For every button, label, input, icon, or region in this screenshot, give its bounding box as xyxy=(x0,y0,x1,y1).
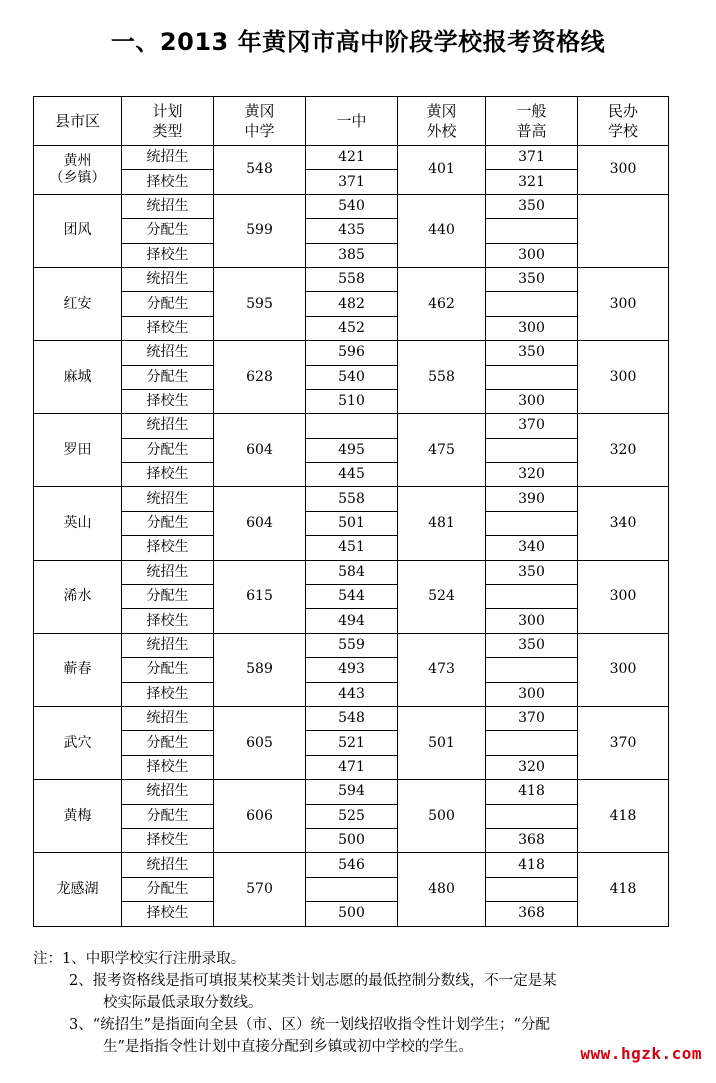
table-row xyxy=(34,585,669,609)
table-row xyxy=(34,146,669,170)
plan-type-cell: 统招生 xyxy=(122,853,214,877)
plan-type-cell: 分配生 xyxy=(122,365,214,389)
region-name: 团风 xyxy=(63,222,92,239)
yizhong-score: 500 xyxy=(306,828,398,852)
minban-score xyxy=(578,194,669,267)
site-watermark: www.hgzk.com xyxy=(580,1044,702,1063)
yiban-puguo-score xyxy=(486,292,578,316)
plan-type-cell: 择校生 xyxy=(122,170,214,194)
yiban-puguo-score xyxy=(486,658,578,682)
table-row xyxy=(34,487,669,511)
yiban-puguo-score xyxy=(486,438,578,462)
region-name: 麻城 xyxy=(63,368,92,385)
yizhong-score: 596 xyxy=(306,341,398,365)
table-row xyxy=(34,389,669,413)
plan-type-cell: 统招生 xyxy=(122,194,214,218)
yiban-puguo-score xyxy=(486,219,578,243)
column-header-line: 中学 xyxy=(244,122,275,140)
minban-score: 340 xyxy=(578,487,669,560)
huanggang-zhongxue-score: 595 xyxy=(214,267,306,340)
yizhong-score: 521 xyxy=(306,731,398,755)
plan-type-cell: 分配生 xyxy=(122,877,214,901)
page-title: 一、2013 年黄冈市高中阶段学校报考资格线 xyxy=(110,28,606,56)
table-row xyxy=(34,536,669,560)
plan-type-cell: 择校生 xyxy=(122,389,214,413)
table-row xyxy=(34,511,669,535)
plan-type-cell: 统招生 xyxy=(122,633,214,657)
plan-type-cell: 统招生 xyxy=(122,267,214,291)
region-name: 浠水 xyxy=(63,588,92,605)
yizhong-score: 493 xyxy=(306,658,398,682)
table-row xyxy=(34,706,669,730)
yizhong-score: 544 xyxy=(306,585,398,609)
table-row xyxy=(34,633,669,657)
yiban-puguo-score: 350 xyxy=(486,560,578,584)
table-row xyxy=(34,194,669,218)
table-row xyxy=(34,658,669,682)
yizhong-score xyxy=(306,414,398,438)
region-name: 黄梅 xyxy=(63,807,92,824)
region-name: 英山 xyxy=(63,515,92,532)
yizhong-score: 559 xyxy=(306,633,398,657)
plan-type-cell: 分配生 xyxy=(122,438,214,462)
column-header-line: 类型 xyxy=(152,122,183,140)
plan-type-cell: 分配生 xyxy=(122,658,214,682)
column-header xyxy=(398,97,486,146)
region-name-cell xyxy=(34,146,122,195)
yizhong-score: 371 xyxy=(306,170,398,194)
yiban-puguo-score: 350 xyxy=(486,267,578,291)
huanggang-waixiao-score: 401 xyxy=(398,146,486,195)
huanggang-waixiao-score: 481 xyxy=(398,487,486,560)
table-row xyxy=(34,731,669,755)
yizhong-score: 451 xyxy=(306,536,398,560)
region-name-cell xyxy=(34,341,122,414)
huanggang-waixiao-score: 480 xyxy=(398,853,486,926)
yiban-puguo-score xyxy=(486,877,578,901)
region-name-cell xyxy=(34,194,122,267)
minban-score: 300 xyxy=(578,341,669,414)
plan-type-cell: 择校生 xyxy=(122,536,214,560)
plan-type-cell: 分配生 xyxy=(122,731,214,755)
yizhong-score: 482 xyxy=(306,292,398,316)
huanggang-zhongxue-score: 606 xyxy=(214,780,306,853)
yizhong-score: 471 xyxy=(306,755,398,779)
huanggang-waixiao-score: 475 xyxy=(398,414,486,487)
yizhong-score: 525 xyxy=(306,804,398,828)
huanggang-waixiao-score: 462 xyxy=(398,267,486,340)
yizhong-score: 510 xyxy=(306,389,398,413)
minban-score: 418 xyxy=(578,853,669,926)
table-row xyxy=(34,780,669,804)
note-3: 3、“统招生”是指面向全县（市、区）统一划线招收指令性计划学生；“分配 xyxy=(69,1017,550,1033)
plan-type-cell: 分配生 xyxy=(122,292,214,316)
table-row xyxy=(34,560,669,584)
yiban-puguo-score xyxy=(486,804,578,828)
yizhong-score: 494 xyxy=(306,609,398,633)
table-row xyxy=(34,292,669,316)
table-row xyxy=(34,438,669,462)
table-row xyxy=(34,609,669,633)
yiban-puguo-score: 300 xyxy=(486,389,578,413)
yizhong-score: 558 xyxy=(306,267,398,291)
region-name: 黄州 xyxy=(63,152,92,169)
plan-type-cell: 择校生 xyxy=(122,316,214,340)
minban-score: 418 xyxy=(578,780,669,853)
region-name-cell xyxy=(34,853,122,926)
yiban-puguo-score: 370 xyxy=(486,414,578,438)
table-row xyxy=(34,219,669,243)
huanggang-zhongxue-score: 605 xyxy=(214,706,306,779)
yizhong-score: 501 xyxy=(306,511,398,535)
column-header-line: 学校 xyxy=(607,122,638,140)
column-header xyxy=(306,97,398,146)
table-row xyxy=(34,170,669,194)
region-name-cell xyxy=(34,267,122,340)
column-header-line: 外校 xyxy=(426,122,457,140)
minban-score: 320 xyxy=(578,414,669,487)
note-2: 2、报考资格线是指可填报某校某类计划志愿的最低控制分数线，不一定是某 xyxy=(69,973,557,989)
huanggang-waixiao-score: 524 xyxy=(398,560,486,633)
yizhong-score: 584 xyxy=(306,560,398,584)
minban-score: 300 xyxy=(578,146,669,195)
table-row xyxy=(34,365,669,389)
plan-type-cell: 统招生 xyxy=(122,780,214,804)
column-header-line: 计划 xyxy=(152,102,183,120)
region-name: 蕲春 xyxy=(63,661,92,678)
table-row xyxy=(34,902,669,926)
minban-score: 300 xyxy=(578,267,669,340)
plan-type-cell: 统招生 xyxy=(122,146,214,170)
minban-score: 300 xyxy=(578,560,669,633)
note-1: 注：1、中职学校实行注册录取。 xyxy=(33,951,246,967)
huanggang-waixiao-score: 500 xyxy=(398,780,486,853)
column-header xyxy=(486,97,578,146)
region-name-cell xyxy=(34,487,122,560)
yizhong-score: 495 xyxy=(306,438,398,462)
huanggang-zhongxue-score: 589 xyxy=(214,633,306,706)
yizhong-score: 540 xyxy=(306,194,398,218)
yiban-puguo-score: 368 xyxy=(486,828,578,852)
plan-type-cell: 统招生 xyxy=(122,487,214,511)
table-row xyxy=(34,267,669,291)
plan-type-cell: 择校生 xyxy=(122,243,214,267)
region-name: 武穴 xyxy=(63,734,92,751)
column-header xyxy=(578,97,669,146)
plan-type-cell: 择校生 xyxy=(122,902,214,926)
yiban-puguo-score: 418 xyxy=(486,780,578,804)
plan-type-cell: 分配生 xyxy=(122,511,214,535)
huanggang-zhongxue-score: 628 xyxy=(214,341,306,414)
huanggang-waixiao-score: 501 xyxy=(398,706,486,779)
region-name-cell xyxy=(34,633,122,706)
yizhong-score: 385 xyxy=(306,243,398,267)
admission-score-table xyxy=(33,96,669,927)
table-row xyxy=(34,828,669,852)
table-row xyxy=(34,463,669,487)
region-name: （乡镇） xyxy=(49,169,106,186)
yizhong-score: 435 xyxy=(306,219,398,243)
yizhong-score: 443 xyxy=(306,682,398,706)
yizhong-score: 546 xyxy=(306,853,398,877)
huanggang-zhongxue-score: 615 xyxy=(214,560,306,633)
region-name-cell xyxy=(34,780,122,853)
yiban-puguo-score: 300 xyxy=(486,243,578,267)
yizhong-score xyxy=(306,877,398,901)
huanggang-zhongxue-score: 599 xyxy=(214,194,306,267)
plan-type-cell: 择校生 xyxy=(122,755,214,779)
yiban-puguo-score: 418 xyxy=(486,853,578,877)
yiban-puguo-score: 300 xyxy=(486,609,578,633)
yizhong-score: 558 xyxy=(306,487,398,511)
yiban-puguo-score xyxy=(486,585,578,609)
plan-type-cell: 分配生 xyxy=(122,219,214,243)
huanggang-zhongxue-score: 604 xyxy=(214,487,306,560)
note-2-continued: 校实际最低录取分数线。 xyxy=(103,995,263,1011)
column-header-line: 民办 xyxy=(607,102,638,120)
yizhong-score: 452 xyxy=(306,316,398,340)
yizhong-score: 421 xyxy=(306,146,398,170)
huanggang-zhongxue-score: 548 xyxy=(214,146,306,195)
yizhong-score: 594 xyxy=(306,780,398,804)
yizhong-score: 500 xyxy=(306,902,398,926)
table-row xyxy=(34,414,669,438)
table-row xyxy=(34,804,669,828)
yiban-puguo-score: 340 xyxy=(486,536,578,560)
yiban-puguo-score: 390 xyxy=(486,487,578,511)
plan-type-cell: 择校生 xyxy=(122,609,214,633)
region-name: 红安 xyxy=(63,295,92,312)
yiban-puguo-score: 300 xyxy=(486,682,578,706)
yiban-puguo-score: 321 xyxy=(486,170,578,194)
yiban-puguo-score: 300 xyxy=(486,316,578,340)
notes-section xyxy=(33,948,673,1058)
column-header xyxy=(122,97,214,146)
table-header-row xyxy=(34,97,669,146)
region-name-cell xyxy=(34,706,122,779)
yiban-puguo-score: 368 xyxy=(486,902,578,926)
yiban-puguo-score: 320 xyxy=(486,755,578,779)
table-row xyxy=(34,316,669,340)
yiban-puguo-score: 371 xyxy=(486,146,578,170)
table-row xyxy=(34,877,669,901)
column-header xyxy=(34,97,122,146)
plan-type-cell: 分配生 xyxy=(122,804,214,828)
huanggang-zhongxue-score: 570 xyxy=(214,853,306,926)
minban-score: 300 xyxy=(578,633,669,706)
yiban-puguo-score: 320 xyxy=(486,463,578,487)
column-header-line: 一般 xyxy=(516,102,547,120)
plan-type-cell: 择校生 xyxy=(122,682,214,706)
yizhong-score: 445 xyxy=(306,463,398,487)
yiban-puguo-score: 350 xyxy=(486,194,578,218)
column-header-line: 普高 xyxy=(516,122,547,140)
plan-type-cell: 统招生 xyxy=(122,341,214,365)
yiban-puguo-score xyxy=(486,365,578,389)
yiban-puguo-score: 370 xyxy=(486,706,578,730)
note-3-continued: 生”是指指令性计划中直接分配到乡镇或初中学校的学生。 xyxy=(103,1039,473,1055)
table-row xyxy=(34,682,669,706)
column-header-line: 一中 xyxy=(336,112,367,130)
column-header-line: 黄冈 xyxy=(244,102,275,120)
huanggang-waixiao-score: 440 xyxy=(398,194,486,267)
huanggang-waixiao-score: 473 xyxy=(398,633,486,706)
region-name: 罗田 xyxy=(63,441,92,458)
column-header xyxy=(214,97,306,146)
plan-type-cell: 统招生 xyxy=(122,414,214,438)
table-row xyxy=(34,755,669,779)
huanggang-zhongxue-score: 604 xyxy=(214,414,306,487)
yiban-puguo-score xyxy=(486,511,578,535)
region-name-cell xyxy=(34,414,122,487)
yiban-puguo-score xyxy=(486,731,578,755)
column-header-line: 黄冈 xyxy=(426,102,457,120)
yiban-puguo-score: 350 xyxy=(486,341,578,365)
huanggang-waixiao-score: 558 xyxy=(398,341,486,414)
plan-type-cell: 统招生 xyxy=(122,560,214,584)
plan-type-cell: 择校生 xyxy=(122,463,214,487)
yizhong-score: 548 xyxy=(306,706,398,730)
yizhong-score: 540 xyxy=(306,365,398,389)
yiban-puguo-score: 350 xyxy=(486,633,578,657)
plan-type-cell: 统招生 xyxy=(122,706,214,730)
table-row xyxy=(34,243,669,267)
minban-score: 370 xyxy=(578,706,669,779)
region-name: 龙感湖 xyxy=(56,880,99,897)
column-header-line: 县市区 xyxy=(54,112,100,130)
region-name-cell xyxy=(34,560,122,633)
plan-type-cell: 分配生 xyxy=(122,585,214,609)
table-row xyxy=(34,853,669,877)
table-row xyxy=(34,341,669,365)
plan-type-cell: 择校生 xyxy=(122,828,214,852)
